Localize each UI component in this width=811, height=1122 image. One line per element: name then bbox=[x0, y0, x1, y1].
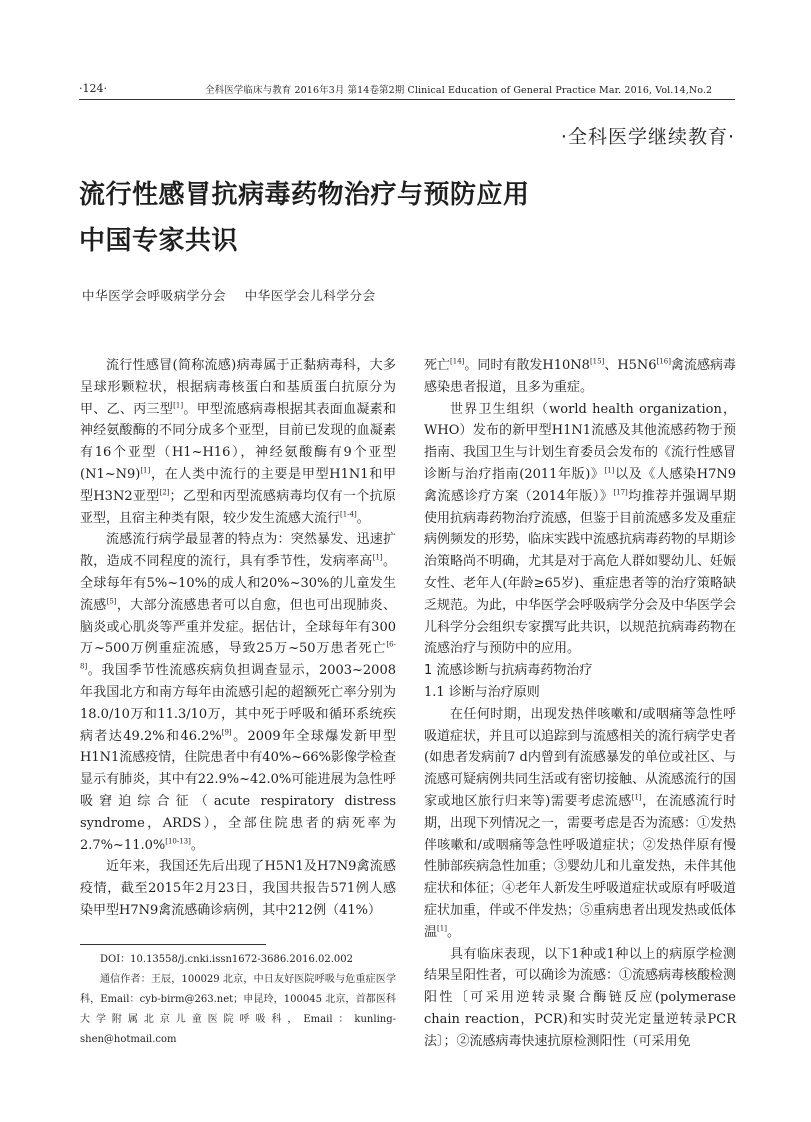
paragraph-continued: 死亡[14]。同时有散发H10N8[15]、H5N6[16]禽流感病毒感染患者报道，且多为重症。 bbox=[424, 357, 736, 395]
citation: [1-4] bbox=[340, 510, 357, 519]
paragraph-confirmation: 具有临床表现，以下1种或1种以上的病原学检测结果呈阳性者，可以确诊为流感：①流感病毒核酸检测阳性〔可采用逆转录聚合酶链反应(polymerase chain reaction，PCR)和实时荧光定量逆转录PCR法〕；②流感病毒快速抗原检测阳性（可采用免 bbox=[424, 946, 737, 1049]
paragraph-diagnosis: 在任何时期，出现发热伴咳嗽和/或咽痛等急性呼吸道症状，并且可以追踪到与流感相关的流行病学史者(如患者发病前7 d内曾到有流感暴发的单位或社区、与流感可疑病例共同生活或有密切接触、从流感流行的国家或地区旅行归来等)需要考虑流感[1]，在流感流行时期，出现下列情况之一，需要考虑是否为流感：①发热伴咳嗽和/或咽痛等急性呼吸道症状；②发热伴原有慢性肺部疾病急性加重；③婴幼儿和儿童发热，未伴其他症状和体征；④老年人新发生呼吸道症状或原有呼吸道症状加重，伴或不伴发热；⑤重病患者出现发热或低体温[1]。 bbox=[424, 706, 737, 940]
citation: [1] bbox=[173, 401, 184, 410]
footnotes bbox=[80, 950, 396, 1050]
citation: [14] bbox=[450, 357, 465, 366]
citation: [10-13] bbox=[165, 837, 191, 846]
citation: [16] bbox=[656, 357, 671, 366]
citation: [1] bbox=[437, 924, 447, 933]
author-affiliations: 中华医学会呼吸病学分会 中华医学会儿科学分会 bbox=[82, 288, 376, 303]
footnote-divider bbox=[80, 944, 266, 945]
paragraph-recent-outbreaks: 近年来，我国还先后出现了H5N1及H7N9禽流感疫情，截至2015年2月23日，我国共报告571例人感染甲型H7N9禽流感确诊病例，其中212例（41%） bbox=[80, 859, 396, 918]
left-column bbox=[80, 355, 396, 922]
citation: [1] bbox=[372, 553, 383, 562]
citation: [2] bbox=[159, 488, 170, 497]
paragraph-epidemiology: 流感流行病学最显著的特点为：突然暴发、迅速扩散，造成不同程度的流行，具有季节性，发病率高[1]。全球每年有5%~10%的成人和20%~30%的儿童发生流感[5]，大部分流感患者可以自愈，但也可出现肺炎、脑炎或心肌炎等严重并发症。据估计，全球每年有300万~500万例重症流感，导致25万~50万患者死亡[6-8]。我国季节性流感疾病负担调查显示，2003~2008年我国北方和南方每年由流感引起的超额死亡率分别为18.0/10万和11.3/10万，其中死于呼吸和循环系统疾病者达49.2%和46.2%[9]。2009年全球爆发新甲型H1N1流感疫情，住院患者中有40%~66%影像学检查显示有肺炎，其中有22.9%~42.0%可能进展为急性呼吸窘迫综合征（acute respiratory distress syndrome，ARDS），全部住院患者的病死率为2.7%~11.0%[10-13]。 bbox=[80, 532, 396, 853]
corresponding-authors: 通信作者：王辰，100029 北京，中日友好医院呼吸与危重症医学科，Email：cyb-birm@263.net；申昆玲，100045 北京，首都医科大学附属北京儿童医院呼吸科，Email：kunling-shen@hotmail.com bbox=[80, 974, 396, 1045]
citation: [5] bbox=[106, 597, 117, 606]
section-banner: ·全科医学继续教育· bbox=[560, 126, 735, 148]
citation: [9] bbox=[221, 728, 232, 737]
paragraph-intro: 流行性感冒(简称流感)病毒属于正黏病毒科，大多呈球形颗粒状，根据病毒核蛋白和基质蛋白抗原分为甲、乙、丙三型[1]。甲型流感病毒根据其表面血凝素和神经氨酸酶的不同分成多个亚型，目前已发现的血凝素有16个亚型（H1~H16），神经氨酸酶有9个亚型(N1~N9)[1]，在人类中流行的主要是甲型H1N1和甲型H3N2亚型[2]；乙型和丙型流感病毒均仅有一个抗原亚型，且宿主种类有限，较少发生流感大流行[1-4]。 bbox=[80, 358, 396, 526]
doi: DOI：10.13558/j.cnki.issn1672-3686.2016.02.002 bbox=[100, 954, 353, 965]
citation: [1] bbox=[140, 466, 151, 475]
citation: [1] bbox=[631, 793, 642, 802]
citation: [6-8] bbox=[80, 641, 396, 671]
citation: [1] bbox=[604, 466, 615, 475]
paragraph-guidelines: 世界卫生组织（world health organization，WHO）发布的新甲型H1N1流感及其他流感药物于预指南、我国卫生与计划生育委员会发布的《流行性感冒诊断与治疗指南(2011年版)》[1]以及《人感染H7N9禽流感诊疗方案（2014年版）》[17]均推荐并强调早期使用抗病毒药物治疗流感，但鉴于目前流感多发及重症病例频发的形势，临床实践中流感抗病毒药物的早期诊治策略尚不明确，尤其是对于高危人群如婴幼儿、妊娠女性、老年人(年龄≥65岁)、重症患者等的治疗策略缺乏规范。为此，中华医学会呼吸病学分会及中华医学会儿科学分会组织专家撰写此共识，以规范抗病毒药物在流感治疗与预防中的应用。 bbox=[424, 401, 737, 657]
citation: [15] bbox=[589, 357, 605, 366]
article-title-line-2: 中国专家共识 bbox=[79, 226, 239, 256]
page-number: ·124· bbox=[79, 82, 107, 95]
article-title-line-1: 流行性感冒抗病毒药物治疗与预防应用 bbox=[79, 180, 530, 210]
citation: [17] bbox=[613, 488, 628, 497]
section-heading-1-1: 1.1 诊断与治疗原则 bbox=[424, 684, 540, 700]
article-title bbox=[79, 172, 530, 264]
right-column bbox=[424, 355, 736, 1053]
header-divider bbox=[79, 99, 735, 100]
section-heading-1: 1 流感诊断与抗病毒药物治疗 bbox=[424, 663, 593, 679]
journal-running-head: 全科医学临床与教育 2016年3月 第14卷第2期 Clinical Education of General Practice Mar. 2016, Vol.14,No.2 bbox=[205, 85, 713, 96]
